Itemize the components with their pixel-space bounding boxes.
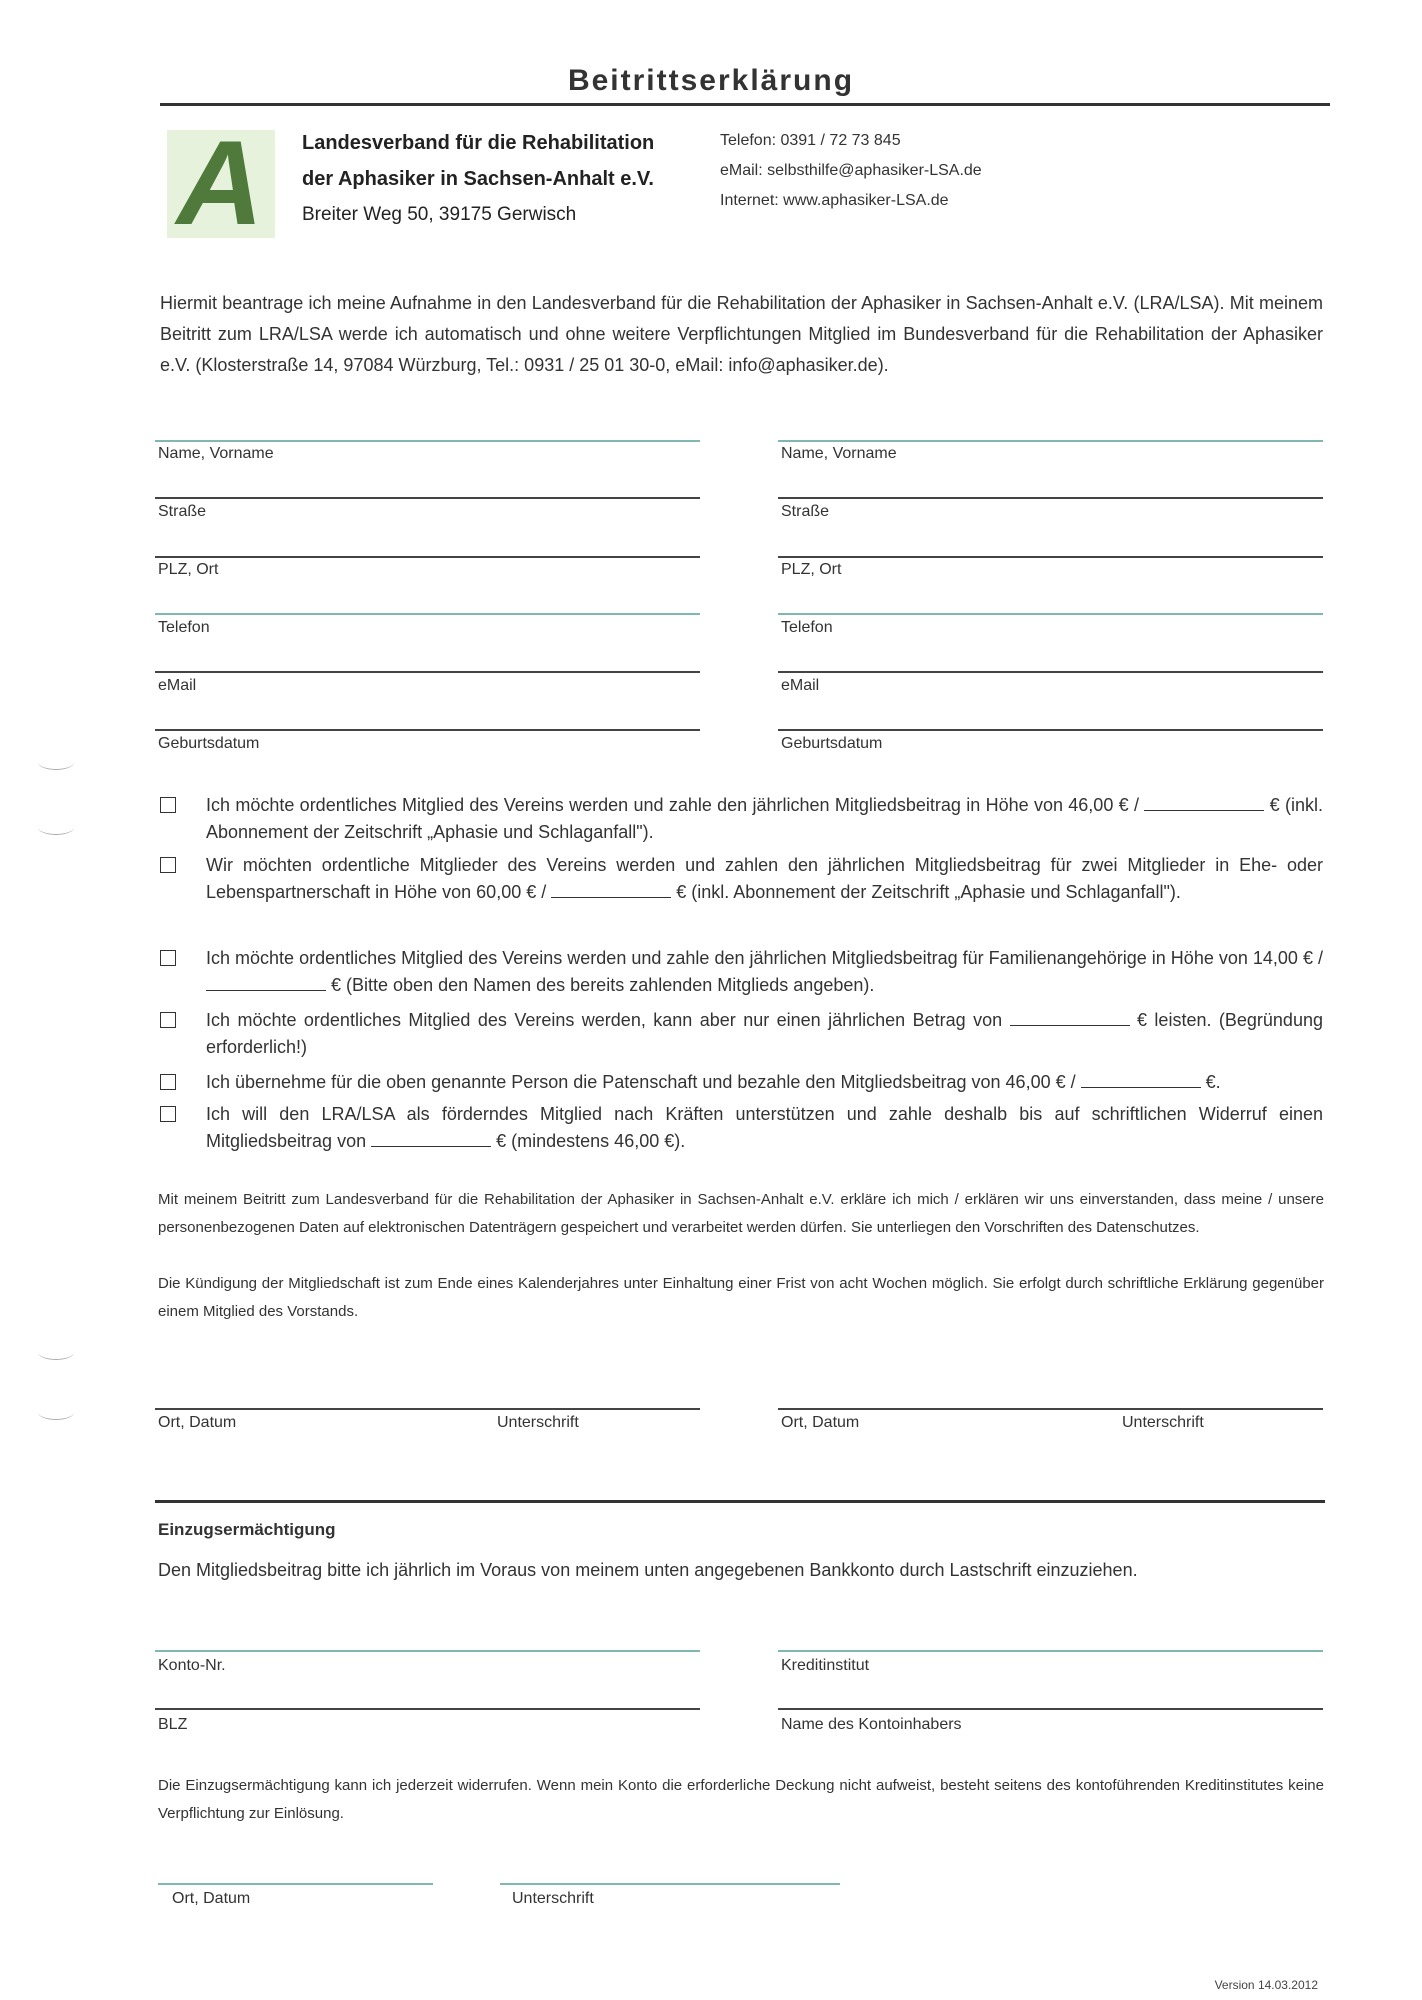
field-label-name-left: Name, Vorname xyxy=(158,445,274,462)
punch-hole-mark xyxy=(38,1345,74,1360)
amount-blank[interactable] xyxy=(206,972,326,991)
punch-hole-mark xyxy=(38,755,74,770)
signature-line[interactable] xyxy=(158,1883,433,1885)
field-line[interactable] xyxy=(778,556,1323,558)
signature-place-date-left: Ort, Datum xyxy=(158,1414,237,1431)
contact-internet: Internet: www.aphasiker-LSA.de xyxy=(720,192,949,209)
option-checkbox-regular[interactable] xyxy=(160,797,176,813)
field-line[interactable] xyxy=(778,440,1323,442)
field-label-holder: Name des Kontoinhabers xyxy=(781,1716,962,1733)
field-line[interactable] xyxy=(778,497,1323,499)
field-line[interactable] xyxy=(155,671,700,673)
title-divider xyxy=(160,103,1330,106)
field-line[interactable] xyxy=(155,729,700,731)
field-line[interactable] xyxy=(155,1708,700,1710)
amount-blank[interactable] xyxy=(1144,792,1264,811)
field-label-phone-left: Telefon xyxy=(158,619,210,636)
field-line[interactable] xyxy=(778,729,1323,731)
intro-paragraph: Hiermit beantrage ich meine Aufnahme in den Landesverband für die Rehabilitation der Aphasiker in Sachsen-Anhalt e.V. (LRA/LSA). Mit meinem Beitritt zum LRA/LSA werde ich automatisch und ohne weitere Verpflichtungen Mitglied im Bundesverband für die Rehabilitation der Aphasiker e.V. (Klosterstraße 14, 97084 Würzburg, Tel.: 0931 / 25 01 30-0, eMail: info@aphasiker.de). xyxy=(160,293,1323,375)
option-regular xyxy=(206,792,1323,846)
field-line[interactable] xyxy=(778,1650,1323,1652)
option-checkbox-couple[interactable] xyxy=(160,857,176,873)
option-family xyxy=(206,945,1323,999)
field-label-street-left: Straße xyxy=(158,503,207,520)
option-sponsorship-text-2: €. xyxy=(1205,1072,1221,1092)
option-checkbox-sponsorship[interactable] xyxy=(160,1074,176,1090)
contact-email: eMail: selbsthilfe@aphasiker-LSA.de xyxy=(720,162,982,179)
amount-blank[interactable] xyxy=(551,879,671,898)
field-line[interactable] xyxy=(155,497,700,499)
option-checkbox-supporting[interactable] xyxy=(160,1106,176,1122)
option-family-text-2: € (Bitte oben den Namen des bereits zahlenden Mitglieds angeben). xyxy=(331,975,875,995)
logo-letter: A xyxy=(176,116,264,250)
section-divider xyxy=(155,1500,1325,1503)
option-reduced-text-2: € leisten. (Begründung erforderlich!) xyxy=(206,1010,1323,1057)
org-name-line2: der Aphasiker in Sachsen-Anhalt e.V. xyxy=(302,168,654,190)
direct-debit-text: Den Mitgliedsbeitrag bitte ich jährlich im Voraus von meinem unten angegebenen Bankkonto durch Lastschrift einzuziehen. xyxy=(158,1560,1138,1580)
field-label-street-right: Straße xyxy=(781,503,830,520)
termination-paragraph: Die Kündigung der Mitgliedschaft ist zum Ende eines Kalenderjahres unter Einhaltung einer Frist von acht Wochen möglich. Sie erfolgt durch schriftliche Erklärung gegenüber einem Mitglied des Vorstands. xyxy=(158,1275,1324,1320)
option-sponsorship-text: Ich übernehme für die oben genannte Person die Patenschaft und bezahle den Mitgliedsbeitrag von 46,00 € / xyxy=(206,1072,1076,1092)
field-line[interactable] xyxy=(155,1650,700,1652)
amount-blank[interactable] xyxy=(371,1128,491,1147)
option-regular-text-2: € (inkl. Abonnement der Zeitschrift „Aphasie und Schlaganfall"). xyxy=(206,795,1323,842)
option-supporting-text-2: € (mindestens 46,00 €). xyxy=(496,1131,686,1151)
option-family-text: Ich möchte ordentliches Mitglied des Vereins werden und zahle den jährlichen Mitgliedsbeitrag für Familienangehörige in Höhe von 14,00 € / xyxy=(206,948,1323,968)
field-line[interactable] xyxy=(155,556,700,558)
option-couple xyxy=(206,852,1323,906)
debit-place-date: Ort, Datum xyxy=(172,1890,251,1907)
field-line[interactable] xyxy=(778,671,1323,673)
punch-hole-mark xyxy=(38,820,74,835)
field-line[interactable] xyxy=(778,1708,1323,1710)
revocation-paragraph: Die Einzugsermächtigung kann ich jederzeit widerrufen. Wenn mein Konto die erforderliche Deckung nicht aufweist, besteht seitens des kontoführenden Kreditinstitutes keine Verpflichtung zur Einlösung. xyxy=(158,1777,1324,1822)
amount-blank[interactable] xyxy=(1081,1069,1201,1088)
signature-place-date-right: Ort, Datum xyxy=(781,1414,860,1431)
field-line[interactable] xyxy=(778,613,1323,615)
signature-line[interactable] xyxy=(778,1408,1323,1410)
field-label-birthdate-right: Geburtsdatum xyxy=(781,735,883,752)
page-title: Beitrittserklärung xyxy=(567,64,855,97)
option-sponsorship xyxy=(206,1069,1323,1096)
field-label-name-right: Name, Vorname xyxy=(781,445,897,462)
option-reduced-text: Ich möchte ordentliches Mitglied des Vereins werden, kann aber nur einen jährlichen Betrag von xyxy=(206,1010,1003,1030)
signature-label-left: Unterschrift xyxy=(497,1414,579,1431)
field-label-city-left: PLZ, Ort xyxy=(158,561,219,578)
field-label-blz: BLZ xyxy=(158,1716,188,1733)
field-label-city-right: PLZ, Ort xyxy=(781,561,842,578)
option-checkbox-reduced[interactable] xyxy=(160,1012,176,1028)
field-label-phone-right: Telefon xyxy=(781,619,833,636)
option-checkbox-family[interactable] xyxy=(160,950,176,966)
org-address: Breiter Weg 50, 39175 Gerwisch xyxy=(302,204,577,225)
punch-hole-mark xyxy=(38,1405,74,1420)
privacy-paragraph: Mit meinem Beitritt zum Landesverband für die Rehabilitation der Aphasiker in Sachsen-Anhalt e.V. erkläre ich mich / erklären wir uns einverstanden, dass meine / unsere personenbezogenen Daten auf elektronischen Datenträgern gespeichert und verarbeitet werden dürfen. Sie unterliegen den Vorschriften des Datenschutzes. xyxy=(158,1191,1324,1236)
signature-line[interactable] xyxy=(500,1883,840,1885)
field-line[interactable] xyxy=(155,613,700,615)
field-label-email-left: eMail xyxy=(158,677,197,694)
field-label-institute: Kreditinstitut xyxy=(781,1657,870,1674)
option-supporting xyxy=(206,1101,1323,1155)
field-label-birthdate-left: Geburtsdatum xyxy=(158,735,260,752)
option-reduced xyxy=(206,1007,1323,1061)
amount-blank[interactable] xyxy=(1010,1007,1130,1026)
option-supporting-text: Ich will den LRA/LSA als förderndes Mitglied nach Kräften unterstützen und zahle deshalb bis auf schriftlichen Widerruf einen Mitgliedsbeitrag von xyxy=(206,1104,1323,1151)
field-label-account-no: Konto-Nr. xyxy=(158,1657,226,1674)
option-couple-text: Wir möchten ordentliche Mitglieder des Vereins werden und zahlen den jährlichen Mitgliedsbeitrag für zwei Mitglieder in Ehe- oder Lebenspartnerschaft in Höhe von 60,00 € / xyxy=(206,855,1323,902)
field-label-email-right: eMail xyxy=(781,677,820,694)
option-regular-text: Ich möchte ordentliches Mitglied des Vereins werden und zahle den jährlichen Mitgliedsbeitrag in Höhe von 46,00 € / xyxy=(206,795,1139,815)
direct-debit-title: Einzugsermächtigung xyxy=(158,1520,336,1539)
debit-signature: Unterschrift xyxy=(512,1890,594,1907)
version-label: Version 14.03.2012 xyxy=(1214,1978,1318,1992)
org-name-line1: Landesverband für die Rehabilitation xyxy=(302,132,655,154)
signature-label-right: Unterschrift xyxy=(1122,1414,1204,1431)
signature-line[interactable] xyxy=(155,1408,700,1410)
field-line[interactable] xyxy=(155,440,700,442)
contact-phone: Telefon: 0391 / 72 73 845 xyxy=(720,132,901,149)
option-couple-text-2: € (inkl. Abonnement der Zeitschrift „Aphasie und Schlaganfall"). xyxy=(676,882,1181,902)
